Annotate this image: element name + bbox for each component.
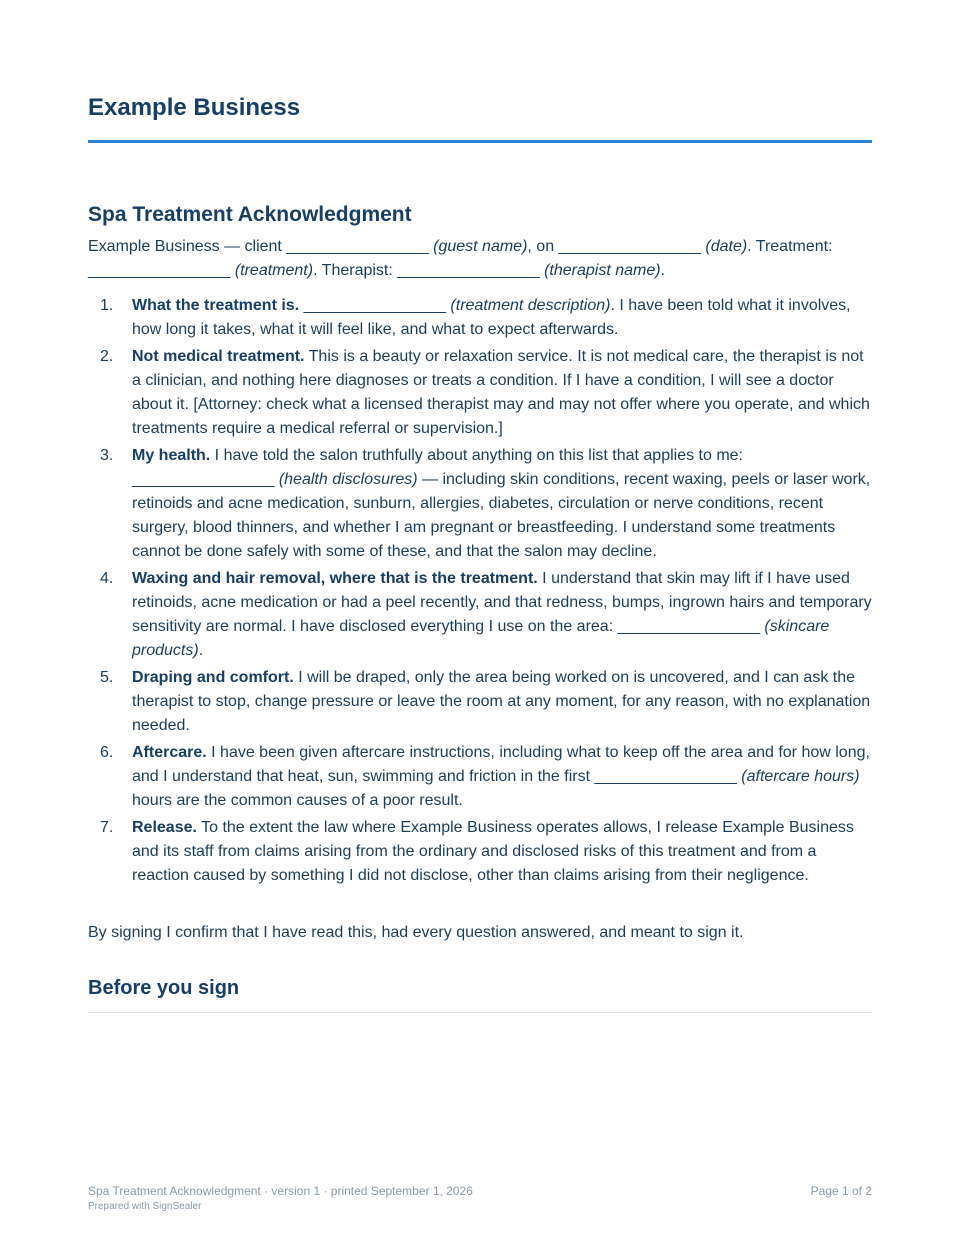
intro-text: . Therapist: bbox=[313, 262, 398, 279]
item-heading: My health. bbox=[132, 447, 211, 464]
intro-text: . bbox=[660, 262, 666, 279]
item-text: To the extent the law where Example Business operates allows, I release Example Business and its staff from claims arising from the ordinary and disclosed risks of this treatment and from a reaction caused by something I did not disclose, other than claims arising from their negligence. bbox=[132, 819, 854, 884]
item-heading: What the treatment is. bbox=[132, 297, 300, 314]
health-disclosures-blank[interactable]: ________________ bbox=[132, 471, 275, 488]
item-number: 3. bbox=[100, 447, 114, 464]
footer-prepared-with: Prepared with SignSealer bbox=[88, 1201, 202, 1212]
item-heading: Release. bbox=[132, 819, 197, 836]
intro-paragraph bbox=[88, 235, 872, 283]
date-label: (date) bbox=[705, 238, 748, 255]
item-text: . bbox=[198, 642, 204, 659]
item-heading: Aftercare. bbox=[132, 744, 207, 761]
item-number: 5. bbox=[100, 669, 114, 686]
item-number: 6. bbox=[100, 744, 114, 761]
intro-text: Example Business — client bbox=[88, 238, 287, 255]
list-item bbox=[88, 294, 872, 342]
list-item bbox=[88, 345, 872, 441]
guest-name-blank[interactable]: ________________ bbox=[286, 238, 429, 255]
item-number: 7. bbox=[100, 819, 114, 836]
before-you-sign-heading: Before you sign bbox=[88, 977, 240, 999]
treatment-blank[interactable]: ________________ bbox=[88, 262, 231, 279]
terms-list bbox=[88, 294, 872, 891]
item-text: I have been given aftercare instructions, including what to keep off the area and for how long, and I understand that heat, sun, swimming and friction in the first bbox=[132, 744, 870, 785]
item-text: — including skin conditions, recent waxing, peels or laser work, retinoids and acne medication, sunburn, allergies, diabetes, circulation or nerve conditions, recent surgery, blood thinners, and whether I am pregnant or breastfeeding. I understand some treatments cannot be done safely with some of these, and that the salon may decline. bbox=[132, 471, 871, 560]
item-text: I will be draped, only the area being worked on is uncovered, and I can ask the therapist to stop, change pressure or leave the room at any moment, for any reason, with no explanation needed. bbox=[132, 669, 871, 734]
date-blank[interactable]: ________________ bbox=[558, 238, 701, 255]
list-item bbox=[88, 666, 872, 738]
treatment-description-blank[interactable]: ________________ bbox=[303, 297, 446, 314]
item-text: . I have been told what it involves, how long it takes, what it will feel like, and what to expect afterwards. bbox=[132, 297, 851, 338]
item-number: 4. bbox=[100, 570, 114, 587]
header-divider bbox=[88, 140, 872, 143]
guest-name-label: (guest name) bbox=[433, 238, 528, 255]
skincare-products-label: (skincare products) bbox=[132, 618, 830, 659]
item-text: This is a beauty or relaxation service. It is not medical care, the therapist is not a clinician, and nothing here diagnoses or treats a condition. If I have a condition, I will see a doctor about it. [Attorney: check what a licensed therapist may and may not offer where you operate, and which treatments require a medical referral or supervision.] bbox=[132, 348, 870, 437]
list-item bbox=[88, 444, 872, 564]
list-item bbox=[88, 567, 872, 663]
item-text: I understand that skin may lift if I have used retinoids, acne medication or had a peel recently, and that redness, bumps, ingrown hairs and temporary sensitivity are normal. I have disclosed everything I use on the area: bbox=[132, 570, 872, 635]
therapist-name-blank[interactable]: ________________ bbox=[397, 262, 540, 279]
intro-text: . Treatment: bbox=[747, 238, 833, 255]
item-text: hours are the common causes of a poor result. bbox=[132, 792, 463, 809]
aftercare-hours-label: (aftercare hours) bbox=[741, 768, 860, 785]
item-heading: Waxing and hair removal, where that is the treatment. bbox=[132, 570, 538, 587]
intro-text: , on bbox=[527, 238, 559, 255]
treatment-label: (treatment) bbox=[234, 262, 314, 279]
skincare-products-blank[interactable]: ________________ bbox=[617, 618, 760, 635]
item-heading: Draping and comfort. bbox=[132, 669, 294, 686]
closing-statement: By signing I confirm that I have read this, had every question answered, and meant to sign it. bbox=[88, 924, 744, 941]
therapist-name-label: (therapist name) bbox=[544, 262, 661, 279]
business-name: Example Business bbox=[88, 94, 301, 121]
item-number: 1. bbox=[100, 297, 114, 314]
item-number: 2. bbox=[100, 348, 114, 365]
document-title: Spa Treatment Acknowledgment bbox=[88, 203, 412, 226]
health-disclosures-label: (health disclosures) bbox=[278, 471, 418, 488]
list-item bbox=[88, 741, 872, 813]
treatment-description-label: (treatment description) bbox=[450, 297, 611, 314]
footer-document-info: Spa Treatment Acknowledgment · version 1 · printed September 1, 2026 bbox=[88, 1184, 473, 1198]
aftercare-hours-blank[interactable]: ________________ bbox=[594, 768, 737, 785]
section-divider bbox=[88, 1012, 872, 1013]
item-text: I have told the salon truthfully about anything on this list that applies to me: bbox=[210, 447, 743, 464]
list-item bbox=[88, 816, 872, 888]
item-heading: Not medical treatment. bbox=[132, 348, 305, 365]
footer-page-number: Page 1 of 2 bbox=[810, 1184, 872, 1198]
